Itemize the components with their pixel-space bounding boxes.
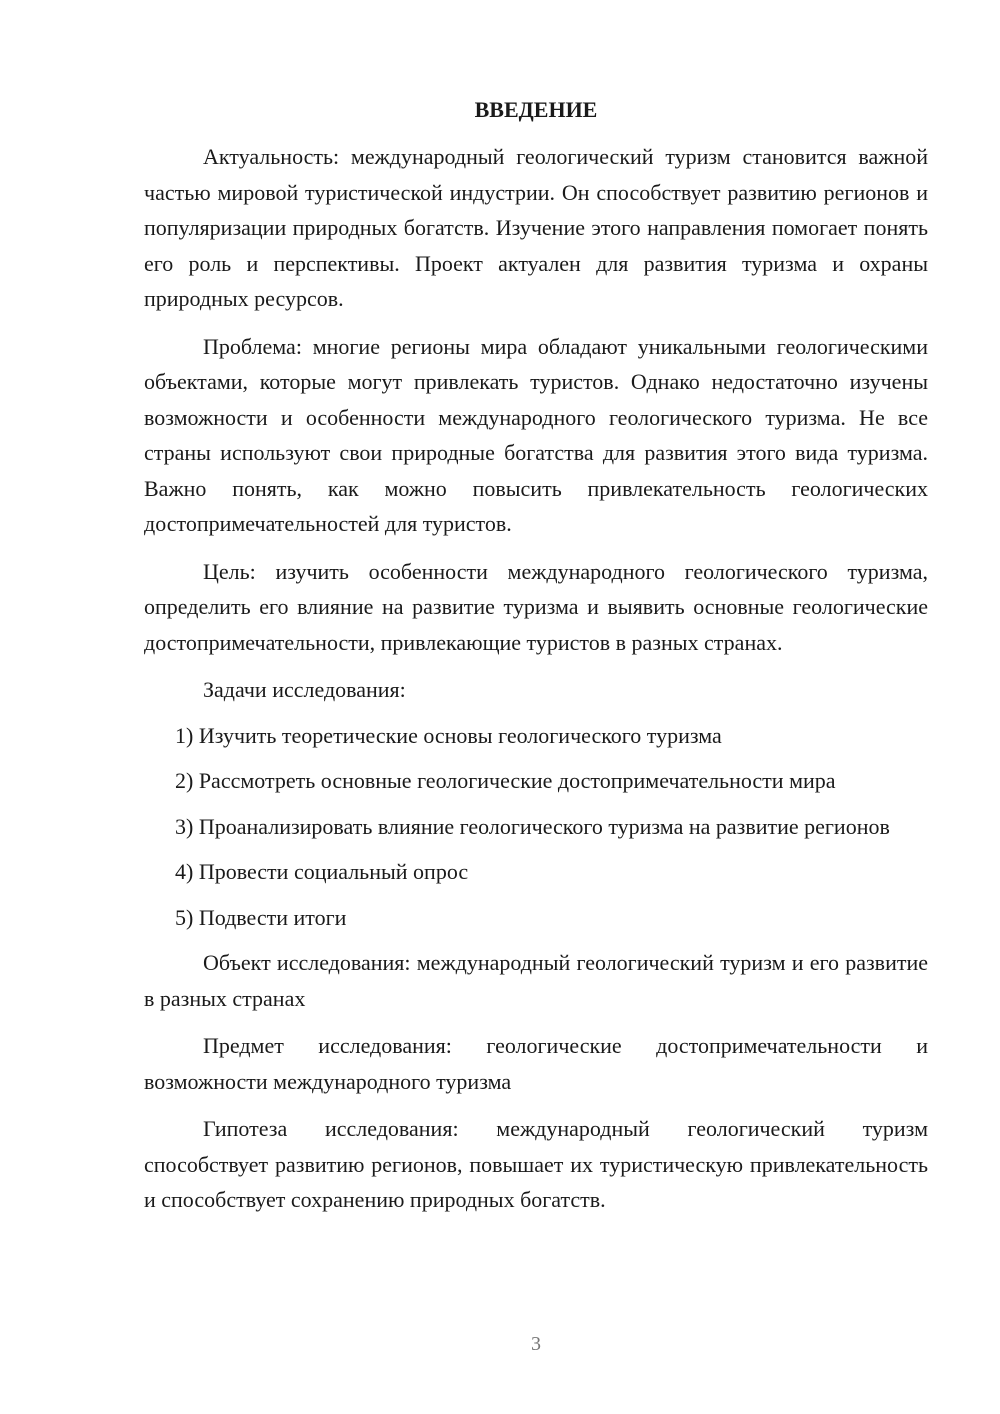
task-item: 2) Рассмотреть основные геологические достопримечательности мира [175,768,836,793]
tasks-heading: Задачи исследования: [203,677,406,702]
task-item: 5) Подвести итоги [175,904,347,930]
task-item: 3) Проанализировать влияние геологического туризма на развитие регионов [175,813,890,839]
page-number: 3 [531,1333,541,1355]
problem-paragraph: Проблема: многие регионы мира обладают уникальными геологическими объектами, которые могут привлекать туристов. Однако недостаточно изучены возможности и особенности международного геологического туризма. Не все страны используют свои природные богатства для развития этого вида туризма. Важно понять, как можно повысить привлекательность геологических достопримечательностей для туристов. [144,333,928,536]
hypothesis-paragraph: Гипотеза исследования: международный геологический туризм способствует развитию регионов, повышает их туристическую привлекательность и способствует сохранению природных богатств. [144,1116,928,1212]
page-body [144,92,928,1230]
task-item: 1) Изучить теоретические основы геологического туризма [175,722,722,748]
object-paragraph: Объект исследования: международный геологический туризм и его развитие в разных странах [144,950,928,1011]
task-item: 4) Провести социальный опрос [175,859,469,884]
page-title: ВВЕДЕНИЕ [474,97,598,122]
goal-paragraph: Цель: изучить особенности международного геологического туризма, определить его влияние на развитие туризма и выявить основные геологические достопримечательности, привлекающие туристов в разных странах. [144,558,928,655]
subject-paragraph: Предмет исследования: геологические достопримечательности и возможности международного туризма [144,1033,928,1094]
relevance-paragraph: Актуальность: международный геологический туризм становится важной частью мировой туристической индустрии. Он способствует развитию регионов и популяризации природных богатств. Изучение этого направления помогает понять его роль и перспективы. Проект актуален для развития туризма и охраны природных ресурсов. [144,144,928,311]
